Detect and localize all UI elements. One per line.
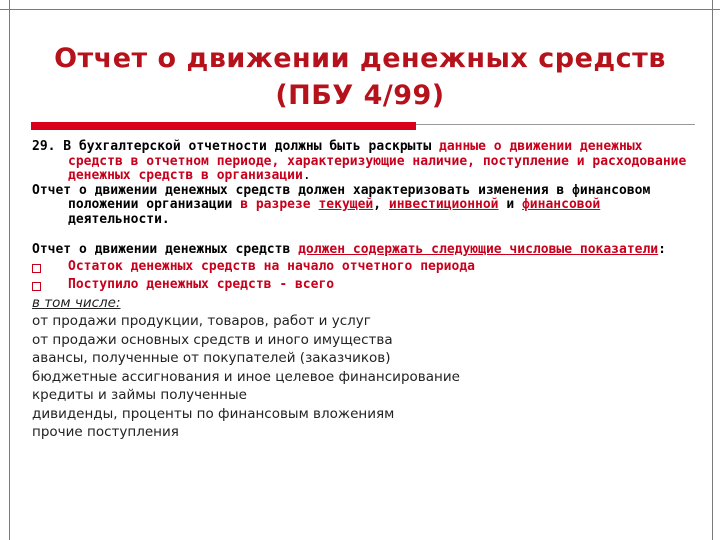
including-label: в том числе: [32, 294, 121, 311]
bullet-item [32, 276, 692, 294]
list-item: дивиденды, проценты по финансовым вложениям [32, 405, 395, 422]
list-item: прочие поступления [32, 424, 179, 440]
list-item: от продажи основных средств и иного имущества [32, 331, 393, 348]
list-item: от продажи продукции, товаров, работ и услуг [32, 313, 371, 329]
report-tail: деятельности. [68, 211, 170, 227]
paragraph-report [32, 184, 692, 228]
report-lead: Отчет о движении денежных средств должен характеризовать изменения в финансовом положении организации [32, 182, 651, 212]
report-sep-2: и [498, 197, 522, 212]
title-accent-bar [31, 122, 416, 130]
report-sep-1: , [373, 197, 389, 212]
title-line-1: Отчет о движении денежных средств [54, 43, 666, 74]
indicators-tail: : [658, 242, 666, 257]
bullet-text: Остаток денежных средств на начало отчетного периода [68, 258, 475, 274]
title-line-2: (ПБУ 4/99) [275, 80, 445, 111]
bullet-text: Поступило денежных средств - всего [68, 276, 335, 292]
list-item: авансы, полученные от покупателей (заказчиков) [32, 350, 391, 366]
p29-tail: . [302, 168, 311, 183]
paragraph-indicators [32, 243, 692, 258]
bullet-item [32, 258, 692, 276]
square-bullet-icon [32, 282, 41, 291]
square-bullet-icon [32, 264, 41, 273]
frame-top-line [0, 9, 720, 10]
frame-right-line [712, 0, 713, 540]
slide-title [20, 40, 700, 114]
list-item: бюджетные ассигнования и иное целевое финансирование [32, 368, 460, 385]
frame-left-line [9, 0, 10, 540]
slide-body [32, 140, 692, 442]
report-activity-financial: финансовой [521, 197, 601, 212]
report-activity-current: текущей [318, 197, 374, 212]
report-activity-investment: инвестиционной [388, 197, 499, 212]
indicators-lead: Отчет о движении денежных средств [32, 242, 299, 257]
report-red-phrase: в разрезе [240, 197, 319, 212]
list-item: кредиты и займы полученные [32, 387, 247, 403]
paragraph-29 [32, 140, 692, 184]
p29-lead: 29. В бухгалтерской отчетности должны быть раскрыты [32, 139, 439, 154]
spacer [32, 227, 692, 243]
indicators-red-text: должен содержать следующие числовые показатели [298, 242, 659, 257]
p29-red-text: данные о движении денежных средств в отчетном периоде, характеризующие наличие, поступление и расходование денежных средств в организации [68, 139, 687, 183]
